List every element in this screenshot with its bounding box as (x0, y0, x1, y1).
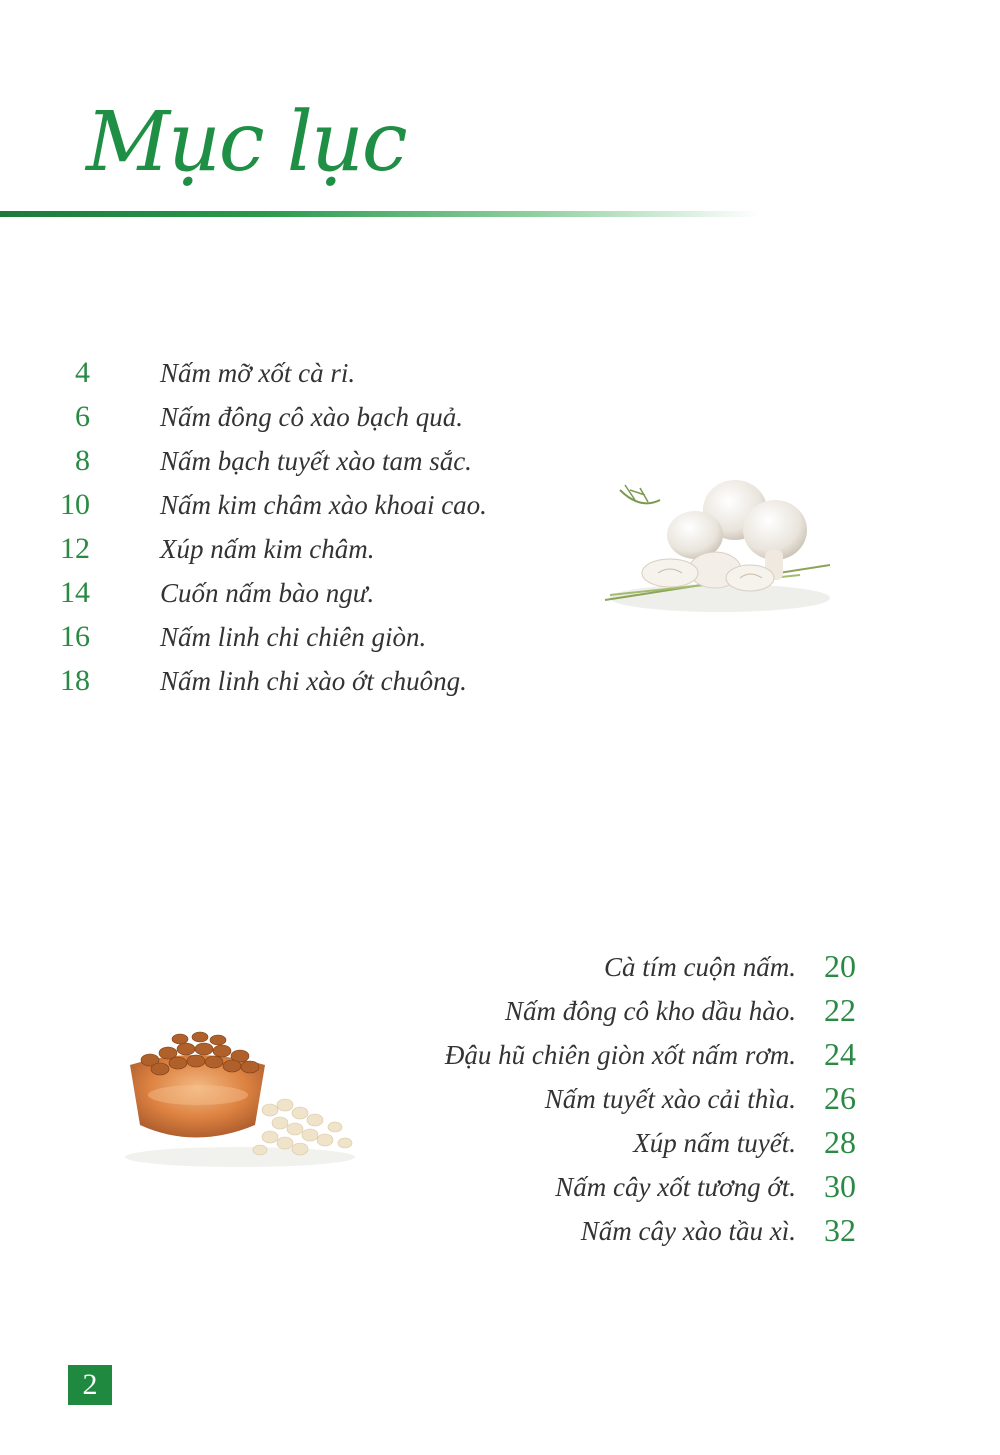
toc-page-number: 12 (60, 532, 90, 565)
toc-page-number: 32 (824, 1212, 856, 1248)
toc-page-number: 20 (824, 948, 856, 984)
toc-page-number: 18 (60, 664, 90, 697)
beans-bowl-photo (120, 1025, 365, 1170)
toc-page-number: 28 (824, 1124, 856, 1160)
toc-title: Nấm đông cô kho dầu hào. (505, 996, 796, 1026)
toc-title: Cuốn nấm bào ngư. (160, 578, 375, 608)
toc-title: Nấm mỡ xốt cà ri. (160, 358, 356, 388)
toc-title: Nấm bạch tuyết xào tam sắc. (160, 446, 472, 476)
toc-page-number: 30 (824, 1168, 856, 1204)
toc-page-number: 8 (75, 444, 90, 477)
toc-title: Nấm tuyết xào cải thìa. (544, 1084, 796, 1114)
toc-page-number: 26 (824, 1080, 856, 1116)
toc-entry[interactable] (0, 946, 1000, 990)
toc-page-number: 24 (824, 1036, 856, 1072)
mushroom-photo (600, 470, 840, 620)
toc-title: Xúp nấm tuyết. (633, 1128, 796, 1158)
toc-title: Đậu hũ chiên giòn xốt nấm rơm. (444, 1040, 796, 1070)
toc-title: Cà tím cuộn nấm. (604, 952, 796, 982)
toc-page-number: 10 (60, 488, 90, 521)
title-underline (0, 211, 760, 217)
toc-entry[interactable] (0, 1210, 1000, 1254)
toc-title: Nấm cây xốt tương ớt. (555, 1172, 796, 1202)
page-number-badge: 2 (68, 1365, 112, 1405)
toc-page-number: 6 (75, 400, 90, 433)
toc-page-number: 4 (75, 356, 90, 389)
toc-title: Nấm cây xào tầu xì. (580, 1216, 796, 1246)
toc-title: Nấm kim châm xào khoai cao. (160, 490, 487, 520)
toc-page-number: 16 (60, 620, 90, 653)
toc-title: Xúp nấm kim châm. (160, 534, 375, 564)
toc-entry[interactable] (0, 1166, 1000, 1210)
toc-title: Nấm linh chi chiên giòn. (160, 622, 427, 652)
toc-page-number: 14 (60, 576, 90, 609)
toc-title: Nấm đông cô xào bạch quả. (160, 402, 463, 432)
toc-page-number: 22 (824, 992, 856, 1028)
page-title: Mục lục (86, 95, 406, 190)
toc-title: Nấm linh chi xào ớt chuông. (160, 666, 467, 696)
